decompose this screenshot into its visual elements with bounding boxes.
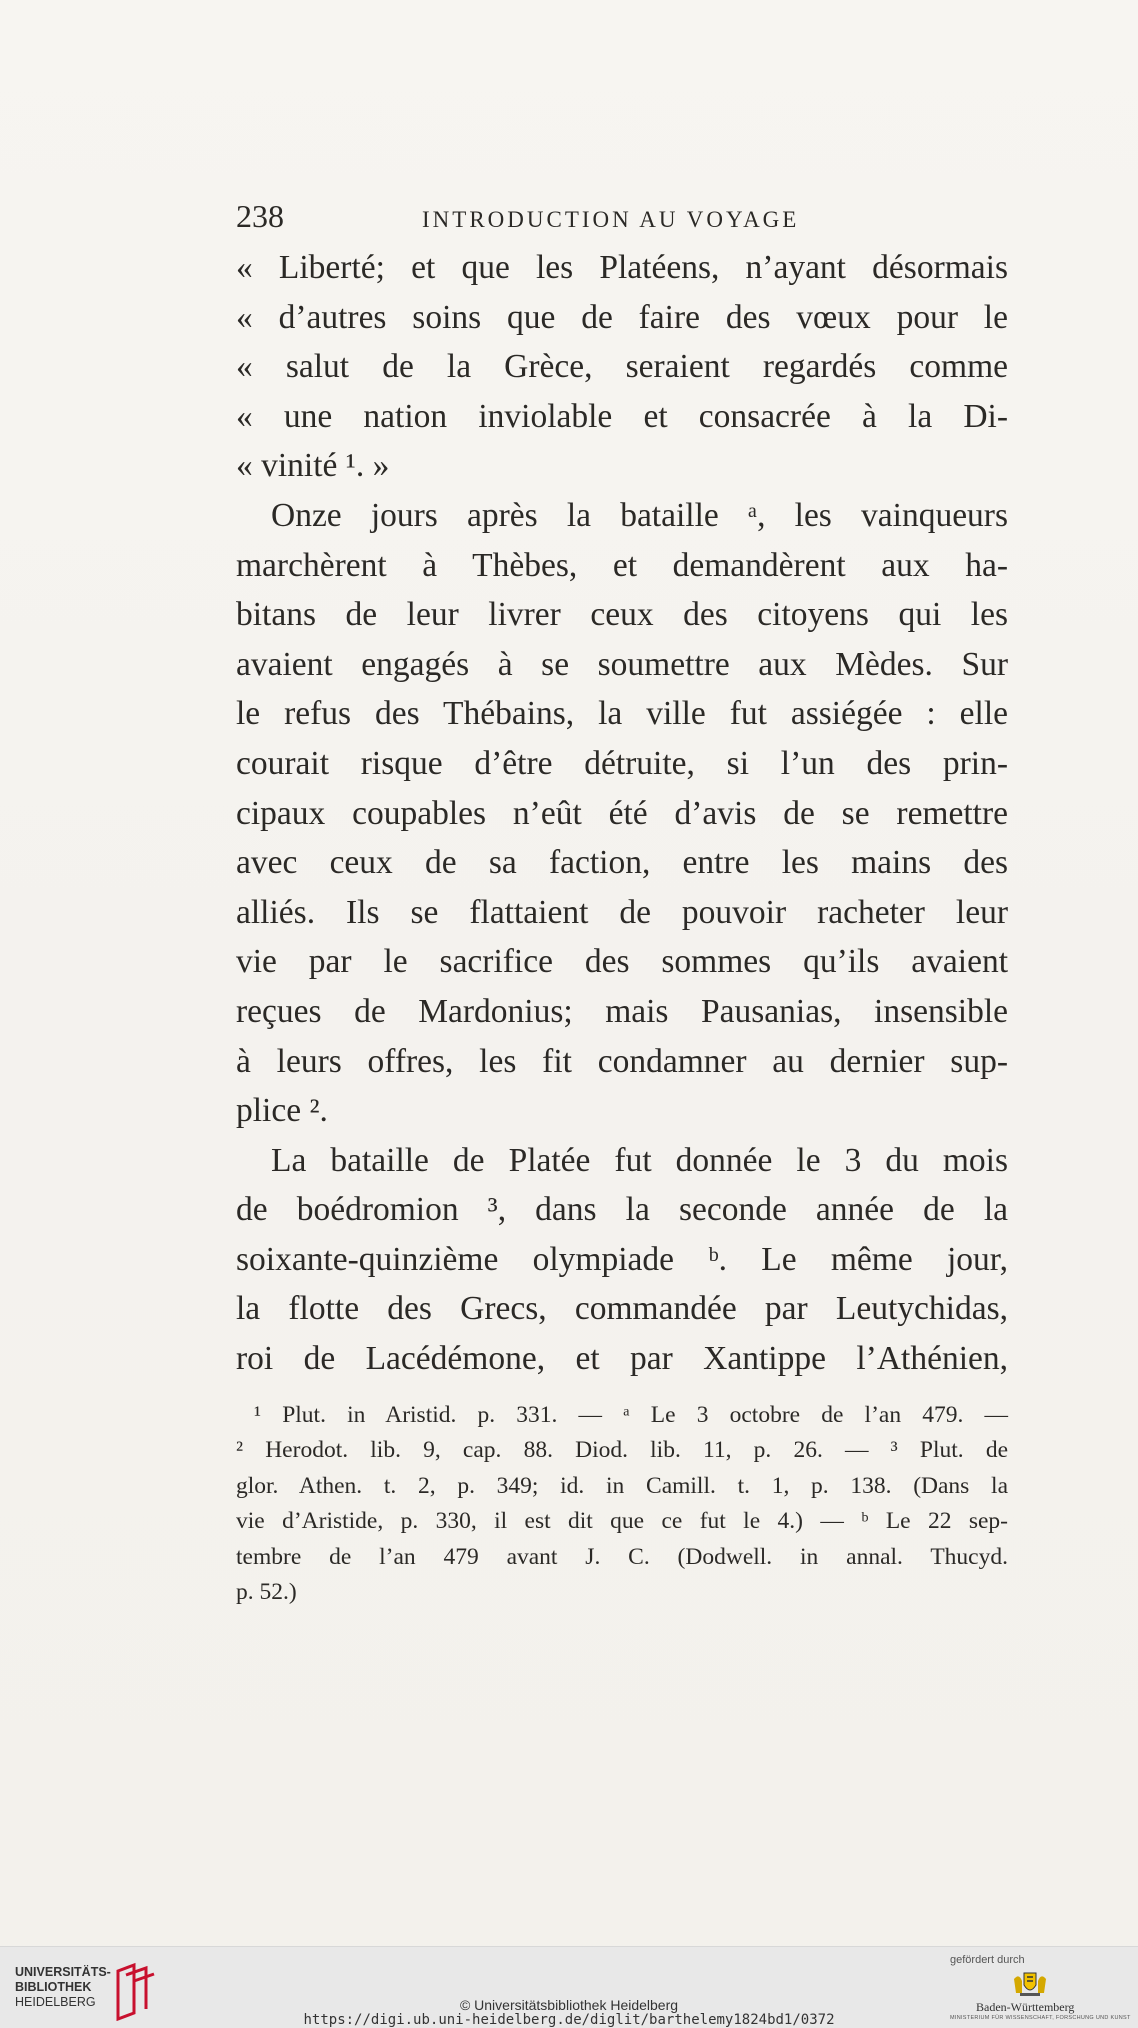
- text-line: « d’autres soins que de faire des vœux pour le: [236, 298, 1008, 336]
- page-header: [236, 198, 1008, 238]
- footnote-line: vie d’Aristide, p. 330, il est dit que ce fut le 4.) — ᵇ Le 22 sep-: [236, 1508, 1008, 1535]
- funded-by-label: gefördert durch: [950, 1954, 1025, 1966]
- footnote-line: ¹ Plut. in Aristid. p. 331. — ᵃ Le 3 octobre de l’an 479. —: [254, 1402, 1008, 1428]
- copyright-notice: © Universitätsbibliothek Heidelberg: [459, 1997, 679, 2013]
- coat-of-arms-icon: [1010, 1969, 1050, 2001]
- library-name-line: HEIDELBERG: [15, 1995, 96, 2009]
- text-line: vie par le sacrifice des sommes qu’ils avaient: [236, 943, 1008, 981]
- text-line: « salut de la Grèce, seraient regardés comme: [236, 348, 1008, 386]
- text-line: avec ceux de sa faction, entre les mains des: [236, 844, 1008, 882]
- text-line: courait risque d’être détruite, si l’un des prin-: [236, 744, 1008, 782]
- text-line: « Liberté; et que les Platéens, n’ayant désormais: [236, 249, 1008, 286]
- text-line: à leurs offres, les fit condamner au dernier sup-: [236, 1042, 1008, 1080]
- text-line: La bataille de Platée fut donnée le 3 du mois: [271, 1141, 1008, 1179]
- funder-name[interactable]: Baden-Württemberg: [976, 2000, 1075, 2014]
- text-line: cipaux coupables n’eût été d’avis de se remettre: [236, 794, 1008, 832]
- text-line: avaient engagés à se soumettre aux Mèdes. Sur: [236, 645, 1008, 683]
- text-line: « vinité ¹. »: [236, 447, 390, 485]
- text-line: Onze jours après la bataille ᵃ, les vainqueurs: [271, 496, 1008, 534]
- text-line: reçues de Mardonius; mais Pausanias, insensible: [236, 992, 1008, 1030]
- footnote-line: ² Herodot. lib. 9, cap. 88. Diod. lib. 11, p. 26. — ³ Plut. de: [236, 1437, 1008, 1464]
- text-line: alliés. Ils se flattaient de pouvoir racheter leur: [236, 893, 1008, 931]
- text-line: plice ².: [236, 1092, 328, 1130]
- footnote-line: tembre de l’an 479 avant J. C. (Dodwell. in annal. Thucyd.: [236, 1543, 1008, 1570]
- text-line: le refus des Thébains, la ville fut assiégée : elle: [236, 695, 1008, 733]
- text-line: marchèrent à Thèbes, et demandèrent aux ha-: [236, 546, 1008, 584]
- viewer-footer: [0, 1946, 1138, 2028]
- footnote-line: p. 52.): [236, 1578, 297, 1605]
- text-line: soixante-quinzième olympiade ᵇ. Le même jour,: [236, 1240, 1008, 1278]
- permalink[interactable]: https://digi.ub.uni-heidelberg.de/diglit/barthelemy1824bd1/0372: [303, 2012, 835, 2028]
- running-title: INTRODUCTION AU VOYAGE: [422, 207, 800, 232]
- funder-subtitle: MINISTERIUM FÜR WISSENSCHAFT, FORSCHUNG UND KUNST: [950, 2015, 1131, 2021]
- text-line: « une nation inviolable et consacrée à la Di-: [236, 397, 1008, 435]
- library-name-line: BIBLIOTHEK: [15, 1980, 92, 1994]
- text-line: roi de Lacédémone, et par Xantippe l’Athénien,: [236, 1340, 1008, 1378]
- text-line: la flotte des Grecs, commandée par Leutychidas,: [236, 1290, 1008, 1328]
- footnotes: [236, 1398, 1008, 1610]
- footnote-line: glor. Athen. t. 2, p. 349; id. in Camill. t. 1, p. 138. (Dans la: [236, 1472, 1008, 1499]
- body-text: [236, 243, 1008, 1384]
- page-number: 238: [236, 198, 284, 234]
- library-name-line: UNIVERSITÄTS-: [15, 1965, 111, 1979]
- text-line: bitans de leur livrer ceux des citoyens qui les: [236, 596, 1008, 634]
- text-line: de boédromion ³, dans la seconde année de la: [236, 1191, 1008, 1229]
